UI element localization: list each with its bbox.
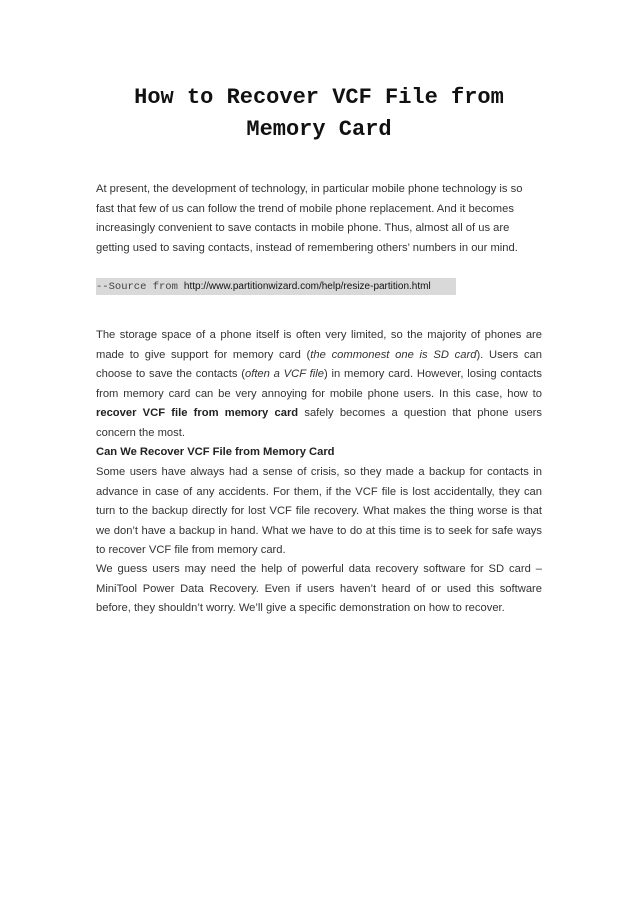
storage-paragraph <box>96 326 542 444</box>
p2-bold-keyword: recover VCF file from memory card <box>96 407 299 420</box>
source-line <box>96 278 456 295</box>
p2-italic-vcf: often a VCF file <box>244 368 324 381</box>
p2-text-a: The storage space of a phone itself is often very limited, so the majority of phones are made to give support for memory card ( <box>96 329 542 361</box>
p2-text-g: safely becomes a question that phone users concern the most. <box>96 407 543 439</box>
p2-text-e: ) in memory card. However, losing contacts from memory card can be very annoying for mobile phone users. In this case, how to <box>96 368 542 400</box>
intro-paragraph: At present, the development of technology, in particular mobile phone technology is so fast that few of us can follow the trend of mobile phone replacement. And it becomes increasingly convenient to save contacts in mobile phone. Thus, almost all of us are getting used to saving contacts, instead of remembering others’ numbers in our mind. <box>96 183 523 254</box>
title-line-2: Memory Card <box>246 117 392 142</box>
source-label: --Source from <box>96 281 178 293</box>
software-paragraph: We guess users may need the help of powerful data recovery software for SD card – MiniTool Power Data Recovery. Even if users haven’t heard of or used this software before, they shouldn’t worry. We’ll give a specific demonstration on how to recover. <box>96 563 542 615</box>
section-heading: Can We Recover VCF File from Memory Card <box>96 446 335 458</box>
document-title <box>96 82 542 146</box>
p2-italic-sd-card: the commonest one is SD card <box>310 348 477 361</box>
title-line-1: How to Recover VCF File from <box>134 85 504 110</box>
p2-text-c: ). Users can choose to save the contacts ( <box>96 348 543 381</box>
backup-paragraph: Some users have always had a sense of crisis, so they made a backup for contacts in advance in case of any accidents. For them, if the VCF file is lost accidentally, they can turn to the backup directly for lost VCF file recovery. What makes the thing worse is that we don’t have a backup in hand. What we have to do at this time is to seek for safe ways to recover VCF file from memory card. <box>96 466 542 557</box>
source-link[interactable]: http://www.partitionwizard.com/help/resize-partition.html <box>183 281 431 292</box>
